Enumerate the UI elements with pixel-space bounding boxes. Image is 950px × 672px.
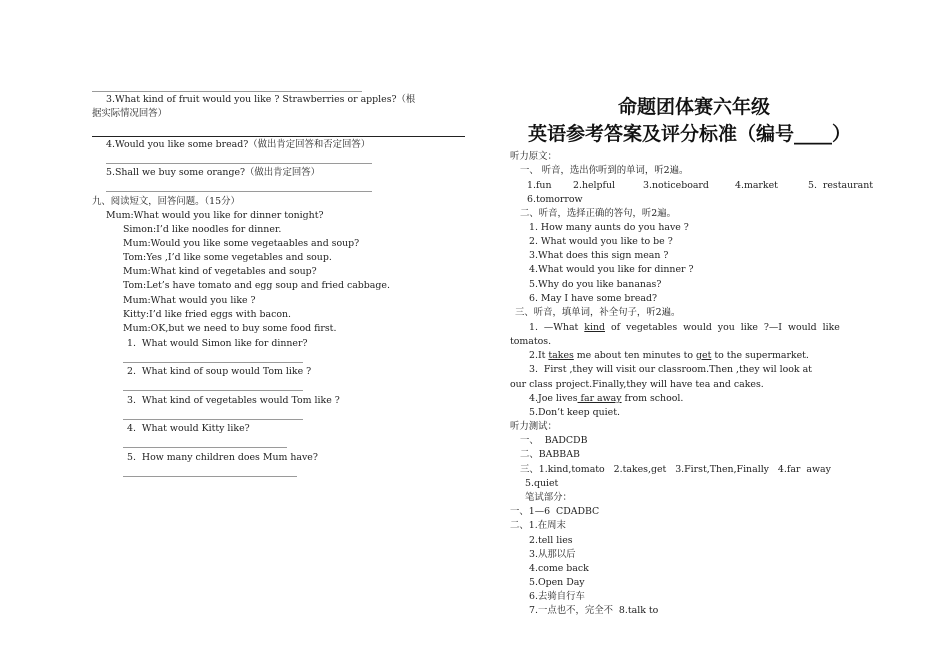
listening-test-heading: 听力测试： [510,421,557,432]
sentence-text: to the supermarket. [714,350,809,361]
answer-line [92,136,465,137]
underlined-answer: kind [584,322,605,333]
fill-sentence-2 [529,350,809,362]
sentence-item: 3.What does this sign mean ? [529,250,669,261]
passage-line: Mum:What would you like for dinner tonight? [106,210,324,221]
written-part-heading: 笔试部分： [525,492,572,503]
answer-row: 5.quiet [525,478,559,489]
passage-line: Tom:Let’s have tomato and egg soup and fried cabbage. [123,280,390,291]
answer-line [92,91,362,92]
answer-row: 7.一点也不，完全不 8.talk to [529,605,659,616]
answer-row: 二、1.在周末 [510,520,566,531]
passage-line: Mum:Would you like some vegetaables and soup? [123,238,360,249]
question-3-continued: 据实际情况回答） [92,108,168,119]
passage-line: Mum:What kind of vegetables and soup? [123,266,317,277]
sentence-item: 6. May I have some bread? [529,293,658,304]
underlined-answer: takes [548,350,574,361]
fill-sentence-1 [529,322,840,334]
question-4: 4.Would you like some bread?（做出肯定回答和否定回答） [106,139,371,150]
answer-row: 三、1.kind,tomato 2.takes,get 3.First,Then,Finally 4.far away [520,464,831,475]
passage-line: Kitty:I’d like fried eggs with bacon. [123,309,291,320]
question-3: 3.What kind of fruit would you like ? Strawberries or apples?（根 [106,94,416,105]
passage-line: Tom:Yes ,I’d like some vegetables and soup. [123,252,332,263]
answer-line [123,362,303,363]
sentence-item: 5.Why do you like bananas? [529,279,662,290]
section-9-heading: 九、阅读短文，回答问题。（15分） [92,196,240,207]
page-title: 命题团体赛六年级 [618,96,771,118]
sentence-item: 2. What would you like to be ? [529,236,673,247]
answer-line [106,191,372,192]
sentence-item: 1. How many aunts do you have ? [529,222,689,233]
answer-row: 2.tell lies [529,535,573,546]
answer-row: 3.从那以后 [529,549,576,560]
word-item: 5. restaurant [808,180,874,191]
answer-row: 一、 BADCDB [520,435,588,446]
sentence-text: 4.Joe lives [529,393,578,404]
fill-sentence-3: 3. First ,they will visit our classroom.Then ,they wil look at [529,364,812,375]
answer-line [123,476,297,477]
word-item: 2.helpful [573,180,616,191]
reading-question-5: 5. How many children does Mum have? [127,452,318,463]
fill-sentence-4 [529,393,683,405]
answer-line [123,390,303,391]
listening-section-1: 一、 听音，选出你听到的单词，听2遍。 [520,165,689,176]
word-item: 4.market [735,180,778,191]
listening-section-3: 三、听音，填单词，补全句子，听2遍。 [515,307,681,318]
reading-question-2: 2. What kind of soup would Tom like ? [127,366,312,377]
sentence-text: me about ten minutes to [576,350,694,361]
sentence-text: 1. —What [529,322,579,333]
sentence-text: of vegetables would you like ?—I would like [610,322,840,333]
passage-line: Mum:OK,but we need to buy some food first. [123,323,337,334]
answer-row: 4.come back [529,563,589,574]
answer-row: 5.Open Day [529,577,585,588]
word-item: 1.fun [527,180,552,191]
answer-line [123,419,303,420]
passage-line: Mum:What would you like ? [123,295,256,306]
word-item: 3.noticeboard [643,180,709,191]
answer-line [123,447,287,448]
passage-line: Simon:I’d like noodles for dinner. [123,224,282,235]
sentence-item: 4.What would you like for dinner ? [529,264,694,275]
reading-question-3: 3. What kind of vegetables would Tom like ? [127,395,340,406]
listening-text-heading: 听力原文： [510,151,557,162]
word-item: 6.tomorrow [527,194,583,205]
answer-row: 二、BABBAB [520,449,580,460]
fill-sentence-3-continued: our class project.Finally,they will have tea and cakes. [510,379,764,390]
fill-sentence-5: 5.Don’t keep quiet. [529,407,620,418]
answer-row: 6.去骑自行车 [529,591,585,602]
reading-question-4: 4. What would Kitty like? [127,423,250,434]
listening-section-2: 二、听音，选择正确的答句，听2遍。 [520,208,676,219]
question-5: 5.Shall we buy some orange?（做出肯定回答） [106,167,321,178]
underlined-answer: get [696,350,712,361]
underlined-answer: far away [577,393,622,404]
sentence-text: from school. [624,393,684,404]
reading-question-1: 1. What would Simon like for dinner? [127,338,308,349]
sentence-text: 2.It [529,350,546,361]
fill-sentence-1-continued: tomatos. [510,336,552,347]
answer-line [106,163,372,164]
answer-row: 一、1—6 CDADBC [510,506,600,517]
page-subtitle: 英语参考答案及评分标准（编号____） [528,123,852,145]
